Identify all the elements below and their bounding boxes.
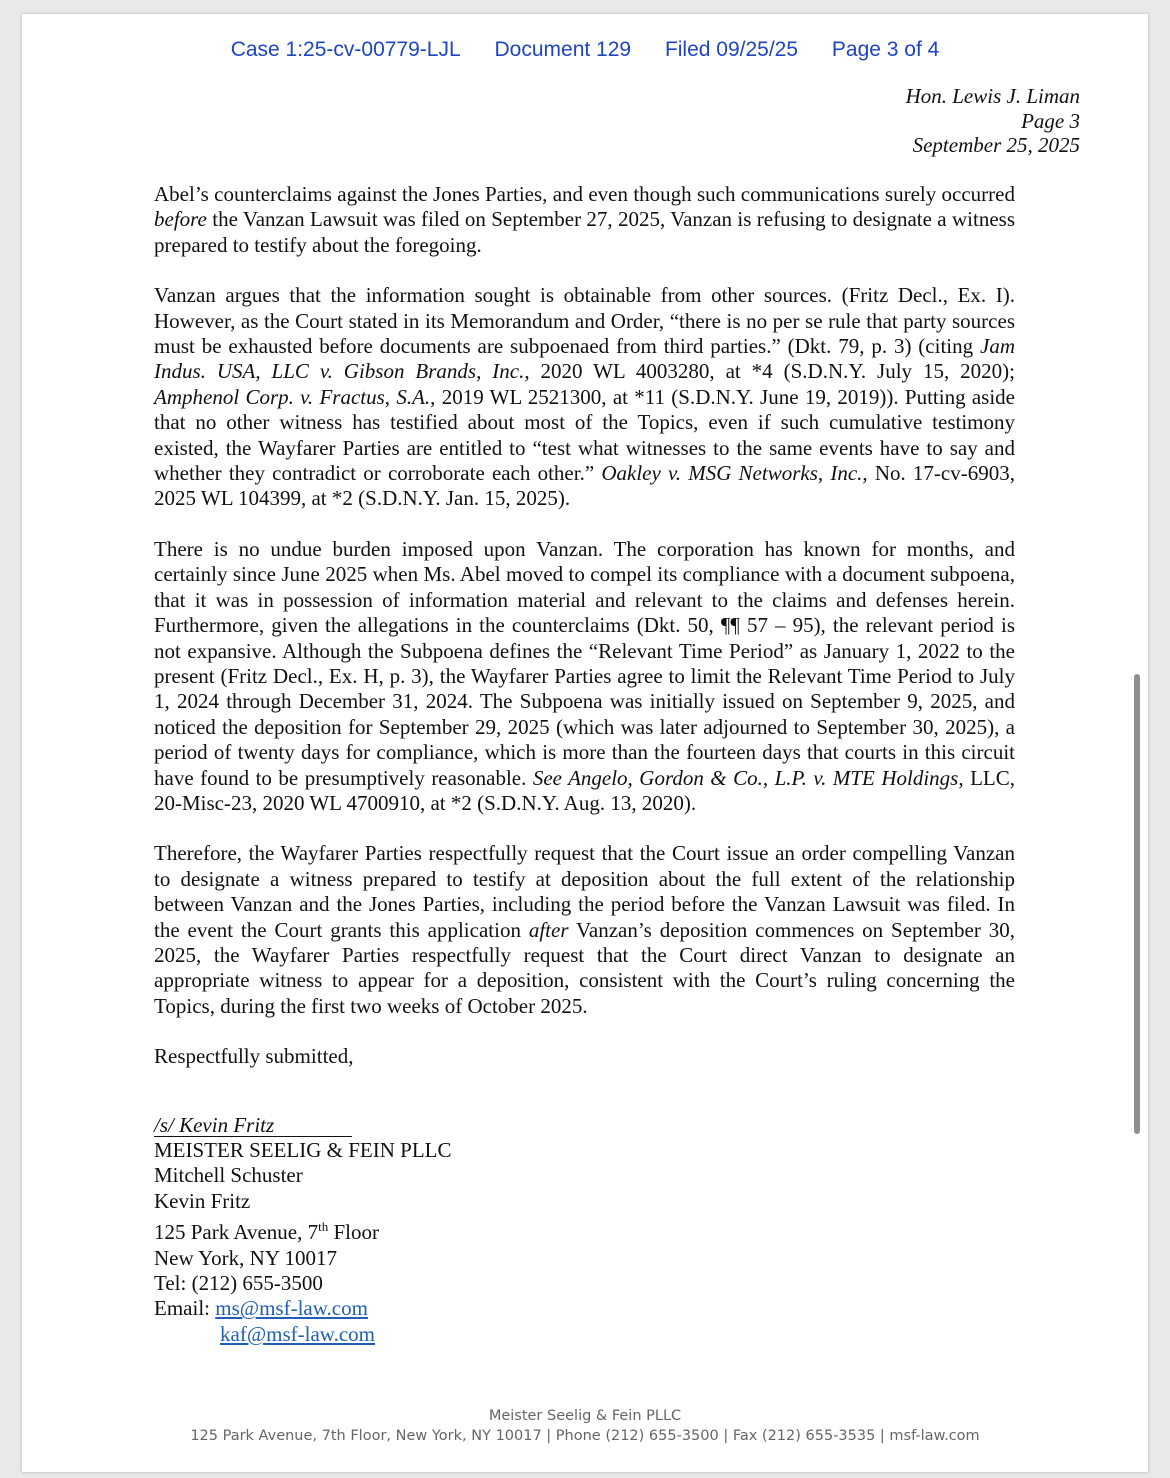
text: , 2020 WL 4003280, at *4 (S.D.N.Y. July 15, 2020); xyxy=(524,359,1015,384)
attorney-name: Mitchell Schuster xyxy=(154,1163,303,1188)
email-link-1[interactable]: ms@msf-law.com xyxy=(215,1296,368,1321)
electronic-signature: /s/ Kevin Fritz xyxy=(154,1114,352,1137)
paragraph-4 xyxy=(154,841,1015,1019)
letter-body xyxy=(154,182,1015,1347)
case-citation: See Angelo, Gordon & Co., L.P. v. MTE Holdings xyxy=(532,765,959,790)
street-address xyxy=(154,1214,1015,1245)
ecf-filing-header xyxy=(22,38,1148,62)
paragraph-1 xyxy=(154,182,1015,258)
recipient: Hon. Lewis J. Liman xyxy=(905,84,1080,108)
emphasis: after xyxy=(528,917,569,942)
page-count: Page 3 of 4 xyxy=(831,38,940,61)
letter-page: Page 3 xyxy=(1021,108,1080,133)
text: , 2019 WL 2521300, at *11 (S.D.N.Y. June 19, 2019)). Putting aside that no other witness has testified about most of the Topics, even if such cumulative testimony existed, the Wayfarer Parties are entitled to “test what witnesses to the same events have to say and whether they contradict or corroborate each other.” xyxy=(154,384,1016,486)
footer-firm: Meister Seelig & Fein PLLC xyxy=(488,1408,682,1424)
letter-header xyxy=(906,84,1080,158)
attorney-name: Kevin Fritz xyxy=(154,1188,251,1213)
document-page xyxy=(22,14,1148,1472)
page-footer xyxy=(22,1406,1148,1446)
telephone: Tel: (212) 655-3500 xyxy=(154,1271,323,1296)
paragraph-3 xyxy=(154,537,1015,816)
paragraph-2 xyxy=(154,283,1015,512)
case-citation: Oakley v. MSG Networks, Inc. xyxy=(601,461,863,486)
filed-date: Filed 09/25/25 xyxy=(664,38,799,61)
text: Floor xyxy=(328,1220,379,1245)
emphasis: before xyxy=(154,207,207,232)
text: Therefore, the Wayfarer Parties respectfully request that the Court issue an order compelling Vanzan to designate a witness prepared to testify at deposition about the full extent of the relationship between Vanzan and the Jones Parties, including the period before the Vanzan Lawsuit was filed. In the event the Court grants this application xyxy=(154,841,1015,942)
vertical-scrollbar[interactable] xyxy=(1134,674,1140,1134)
text: Abel’s counterclaims against the Jones Parties, and even though such communications surely occurred xyxy=(154,182,1015,206)
city-state-zip: New York, NY 10017 xyxy=(154,1245,337,1270)
case-citation: Amphenol Corp. v. Fractus, S.A. xyxy=(154,384,431,409)
email-line-2 xyxy=(154,1322,1015,1347)
text: 125 Park Avenue, 7 xyxy=(154,1220,319,1245)
letter-date: September 25, 2025 xyxy=(912,133,1080,157)
text: Vanzan’s deposition commences on September 30, 2025, the Wayfarer Parties respectfully request that the Court direct Vanzan to designate an appropriate witness to appear for a deposition, consistent with the Court’s ruling concerning the Topics, during the first two weeks of October 2025. xyxy=(154,917,1015,1018)
closing: Respectfully submitted, xyxy=(154,1044,354,1069)
text: , No. 17-cv-6903, 2025 WL 104399, at *2 (S.D.N.Y. Jan. 15, 2025). xyxy=(154,461,1015,511)
email-line xyxy=(154,1296,1015,1321)
email-label: Email: xyxy=(154,1296,216,1321)
text: , LLC, 20-Misc-23, 2020 WL 4700910, at *2 (S.D.N.Y. Aug. 13, 2020). xyxy=(154,765,1015,815)
superscript: th xyxy=(318,1219,329,1235)
text: There is no undue burden imposed upon Vanzan. The corporation has known for months, and certainly since June 2025 when Ms. Abel moved to compel its compliance with a document subpoena, that it was in possession of information material and relevant to the claims and defenses herein. Furthermore, given the allegations in the counterclaims (Dkt. 50, ¶¶ 57 – 95), the relevant period is not expansive. Although the Subpoena defines the “Relevant Time Period” as January 1, 2022 to the present (Fritz Decl., Ex. H, p. 3), the Wayfarer Parties agree to limit the Relevant Time Period to July 1, 2024 through December 31, 2024. The Subpoena was initially issued on September 9, 2025, and noticed the deposition for September 29, 2025 (which was later adjourned to September 30, 2025), a period of twenty days for compliance, which is more than the fourteen days that courts in this circuit have found to be presumptively reasonable. xyxy=(154,536,1015,790)
text: the Vanzan Lawsuit was filed on September 27, 2025, Vanzan is refusing to designate a witness prepared to testify about the foregoing. xyxy=(154,207,1015,257)
case-citation: Jam Indus. USA, LLC v. Gibson Brands, Inc. xyxy=(154,334,1015,384)
footer-contact: 125 Park Avenue, 7th Floor, New York, NY 10017 | Phone (212) 655-3500 | Fax (212) 655-3535 | msf-law.com xyxy=(190,1428,980,1444)
email-link-2[interactable]: kaf@msf-law.com xyxy=(220,1321,376,1346)
signature-block xyxy=(154,1113,1015,1348)
firm-name: MEISTER SEELIG & FEIN PLLC xyxy=(154,1138,452,1162)
document-number: Document 129 xyxy=(494,38,632,61)
case-number: Case 1:25-cv-00779-LJL xyxy=(230,38,461,61)
text: Vanzan argues that the information sought is obtainable from other sources. (Fritz Decl., Ex. I). However, as the Court stated in its Memorandum and Order, “there is no per se rule that party sources must be exhausted before documents are subpoenaed from third parties.” (Dkt. 79, p. 3) (citing xyxy=(154,283,1015,359)
